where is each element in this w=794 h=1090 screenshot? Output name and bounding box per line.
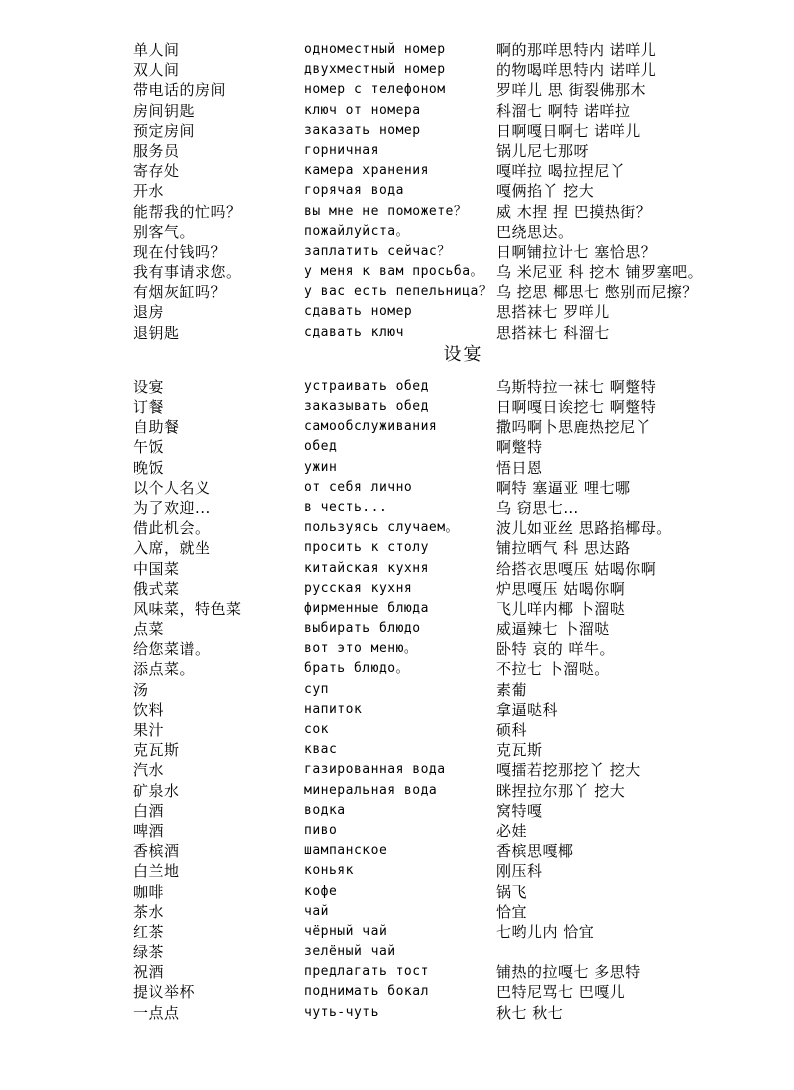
page-content: [133, 40, 794, 1023]
phonetic-transcription: 素葡: [496, 680, 528, 699]
chinese-phrase: 白酒: [133, 801, 165, 820]
chinese-phrase: 入席，就坐: [133, 539, 211, 558]
chinese-phrase: 单人间: [133, 41, 180, 59]
chinese-phrase: 借此机会。: [133, 519, 211, 538]
russian-translation: камера хранения: [304, 163, 429, 179]
russian-translation: суп: [304, 681, 329, 697]
chinese-phrase: 开水: [133, 182, 165, 201]
chinese-phrase: 别客气。: [133, 222, 196, 241]
phonetic-transcription: 锅儿尼七那呀: [496, 141, 590, 160]
russian-translation: вот это меню。: [304, 641, 418, 657]
chinese-phrase: 能帮我的忙吗？: [133, 202, 242, 221]
phonetic-transcription: 硕科: [496, 721, 528, 739]
chinese-phrase: 房间钥匙: [133, 101, 196, 120]
phonetic-transcription: 嘎擂若挖那挖丫 挖大: [496, 761, 641, 780]
chinese-phrase: 果汁: [133, 721, 165, 739]
chinese-phrase: 克瓦斯: [133, 741, 180, 760]
phonetic-transcription: 日啊嘎日诶挖七 啊蹩特: [496, 398, 657, 416]
russian-translation: брать блюдо。: [304, 661, 410, 677]
phonetic-transcription: 窝特嘎: [496, 801, 543, 820]
chinese-phrase: 中国菜: [133, 559, 180, 578]
russian-translation: горничная: [304, 142, 379, 158]
chinese-phrase: 我有事请求您。: [133, 263, 242, 282]
phonetic-transcription: 日啊嘎日啊七 诺咩儿: [496, 121, 641, 140]
russian-translation: ключ от номера: [304, 102, 421, 118]
russian-translation: фирменные блюда: [304, 600, 429, 616]
chinese-phrase: 茶水: [133, 902, 165, 921]
russian-translation: русская кухня: [304, 580, 413, 596]
chinese-phrase: 汤: [133, 680, 149, 699]
phonetic-transcription: 威逼辣七 卜溜哒: [496, 620, 610, 639]
russian-translation: просить к столу: [304, 540, 429, 556]
chinese-phrase: 服务员: [133, 141, 180, 160]
chinese-phrase: 双人间: [133, 61, 180, 80]
chinese-phrase: 退房: [133, 303, 165, 322]
phonetic-transcription: 必娃: [496, 821, 528, 840]
russian-translation: вы мне не поможете？: [304, 203, 468, 219]
chinese-phrase: 饮料: [133, 700, 165, 719]
phonetic-transcription: 铺拉晒气 科 思达路: [496, 539, 631, 558]
phonetic-transcription: 巴绕思达。: [496, 222, 574, 241]
chinese-phrase: 晚饭: [133, 458, 165, 477]
chinese-phrase: 咖啡: [133, 882, 165, 901]
chinese-phrase: 点菜: [133, 620, 165, 639]
chinese-phrase: 啤酒: [133, 821, 165, 840]
hotel-phrases-section: [133, 40, 794, 343]
phonetic-transcription: 秋七 秋七: [496, 1003, 564, 1022]
russian-translation: чай: [304, 903, 329, 919]
russian-translation: сдавать ключ: [304, 324, 404, 340]
russian-translation: заказывать обед: [304, 399, 429, 414]
russian-translation: чёрный чай: [304, 923, 388, 939]
phonetic-transcription: 撒吗啊卜思鹿热挖尼丫: [496, 418, 652, 437]
phonetic-transcription: 克瓦斯: [496, 741, 543, 760]
chinese-phrase: 一点点: [133, 1003, 180, 1022]
russian-translation: чуть-чуть: [304, 1004, 379, 1020]
phonetic-transcription: 波儿如亚丝 思路掐椰母。: [496, 519, 672, 538]
russian-translation: обед: [304, 439, 338, 455]
russian-translation: минеральная вода: [304, 782, 438, 798]
russian-translation: предлагать тост: [304, 964, 429, 980]
phonetic-transcription: 悟日恩: [496, 458, 543, 477]
phonetic-transcription: 啊蹩特: [496, 438, 543, 457]
phonetic-transcription: 日啊铺拉计七 塞恰思？: [496, 242, 657, 261]
phonetic-transcription: 嘎咩拉 喝拉捏尼丫: [496, 162, 626, 181]
phonetic-transcription: 科溜七 啊特 诺咩拉: [496, 101, 631, 120]
chinese-phrase: 以个人名义: [133, 478, 211, 497]
chinese-phrase: 预定房间: [133, 121, 196, 140]
chinese-phrase: 添点菜。: [133, 660, 196, 679]
russian-translation: квас: [304, 742, 338, 758]
phonetic-transcription: 炉思嘎压 姑喝你啊: [496, 579, 626, 598]
russian-translation: в честь...: [304, 499, 388, 515]
phonetic-transcription: 威 木捏 捏 巴摸热街？: [496, 202, 652, 221]
chinese-phrase: 寄存处: [133, 162, 180, 181]
chinese-phrase: 退钥匙: [133, 323, 180, 342]
russian-translation: заказать номер: [304, 122, 421, 138]
phonetic-transcription: 啊的那咩思特内 诺咩儿: [496, 41, 657, 59]
russian-translation: пиво: [304, 822, 338, 838]
phonetic-transcription: 锅飞: [496, 882, 528, 901]
section-heading: 设宴: [443, 343, 484, 365]
russian-translation: у меня к вам просьба。: [304, 264, 485, 280]
phonetic-transcription: 拿逼哒科: [496, 700, 559, 719]
chinese-phrase: 自助餐: [133, 418, 180, 437]
russian-translation: зелёный чай: [304, 944, 396, 960]
russian-translation: устраивать обед: [304, 378, 429, 394]
russian-translation: коньяк: [304, 863, 354, 879]
phonetic-transcription: 的物喝咩思特内 诺咩儿: [496, 61, 657, 80]
phonetic-transcription: 乌 挖思 椰思七 憋别而尼擦？: [496, 283, 698, 302]
russian-translation: ужин: [304, 459, 338, 475]
chinese-phrase: 提议举杯: [133, 983, 196, 1002]
russian-translation: шампанское: [304, 843, 388, 859]
russian-translation: напиток: [304, 701, 363, 717]
russian-translation: одноместный номер: [304, 42, 446, 57]
phonetic-transcription: 思搭袜七 罗咩儿: [496, 303, 610, 322]
phonetic-transcription: 啊特 塞逼亚 哩七哪: [496, 478, 631, 497]
russian-translation: горячая вода: [304, 183, 404, 199]
chinese-phrase: 午饭: [133, 438, 165, 457]
chinese-phrase: 白兰地: [133, 862, 180, 881]
russian-translation: газированная вода: [304, 762, 446, 778]
chinese-phrase: 有烟灰缸吗？: [133, 283, 227, 302]
chinese-phrase: 现在付钱吗？: [133, 242, 227, 261]
phonetic-transcription: 刚压科: [496, 862, 543, 881]
chinese-phrase: 红茶: [133, 922, 165, 941]
phonetic-transcription: 香槟思嘎椰: [496, 842, 574, 861]
chinese-phrase: 带电话的房间: [133, 81, 227, 100]
russian-translation: номер с телефоном: [304, 82, 446, 98]
phonetic-transcription: 巴特尼骂七 巴嘎儿: [496, 983, 626, 1002]
russian-translation: водка: [304, 802, 346, 818]
phonetic-transcription: 乌 窃思七…: [496, 498, 579, 517]
phonetic-transcription: 乌 米尼亚 科 挖木 铺罗塞吧。: [496, 263, 704, 282]
russian-translation: кофе: [304, 883, 338, 899]
chinese-phrase: 俄式菜: [133, 579, 180, 598]
phonetic-transcription: 嘎俩掐丫 挖大: [496, 182, 595, 201]
russian-translation: поднимать бокал: [304, 984, 429, 1000]
russian-translation: самообслуживания: [304, 419, 438, 435]
chinese-phrase: 汽水: [133, 761, 165, 780]
russian-translation: китайская кухня: [304, 560, 429, 576]
chinese-phrase: 香槟酒: [133, 842, 180, 861]
phonetic-transcription: 飞儿咩内椰 卜溜哒: [496, 599, 626, 618]
phonetic-transcription: 七哟儿内 恰宜: [496, 922, 595, 941]
russian-translation: пользуясь случаем。: [304, 520, 460, 536]
chinese-phrase: 矿泉水: [133, 781, 180, 800]
russian-translation: двухместный номер: [304, 62, 446, 78]
chinese-phrase: 为了欢迎...: [133, 498, 211, 517]
phonetic-transcription: 不拉七 卜溜哒。: [496, 660, 610, 679]
russian-translation: выбирать блюдо: [304, 621, 421, 637]
chinese-phrase: 风味菜，特色菜: [133, 599, 242, 618]
russian-translation: у вас есть пепельница？: [304, 284, 493, 300]
chinese-phrase: 绿茶: [133, 943, 165, 962]
chinese-phrase: 给您菜谱。: [133, 640, 211, 659]
phonetic-transcription: 给搭衣思嘎压 姑喝你啊: [496, 559, 657, 578]
russian-translation: сдавать номер: [304, 304, 413, 320]
phonetic-transcription: 乌斯特拉一袜七 啊蹩特: [496, 377, 657, 396]
banquet-phrases-section: [133, 377, 794, 1023]
chinese-phrase: 订餐: [133, 398, 165, 416]
phonetic-transcription: 铺热的拉嘎七 多思特: [496, 963, 641, 982]
russian-translation: от себя лично: [304, 479, 413, 495]
phonetic-transcription: 恰宜: [496, 902, 528, 921]
russian-translation: сок: [304, 722, 329, 737]
russian-translation: пожайлуйста。: [304, 223, 410, 239]
chinese-phrase: 设宴: [133, 377, 165, 396]
phonetic-transcription: 眯捏拉尔那丫 挖大: [496, 781, 626, 800]
chinese-phrase: 祝酒: [133, 963, 165, 982]
phonetic-transcription: 思搭袜七 科溜七: [496, 323, 610, 342]
phonetic-transcription: 卧特 哀的 咩牛。: [496, 640, 616, 659]
russian-translation: заплатить сейчас？: [304, 243, 451, 259]
phonetic-transcription: 罗咩儿 思 街裂佛那木: [496, 81, 647, 100]
